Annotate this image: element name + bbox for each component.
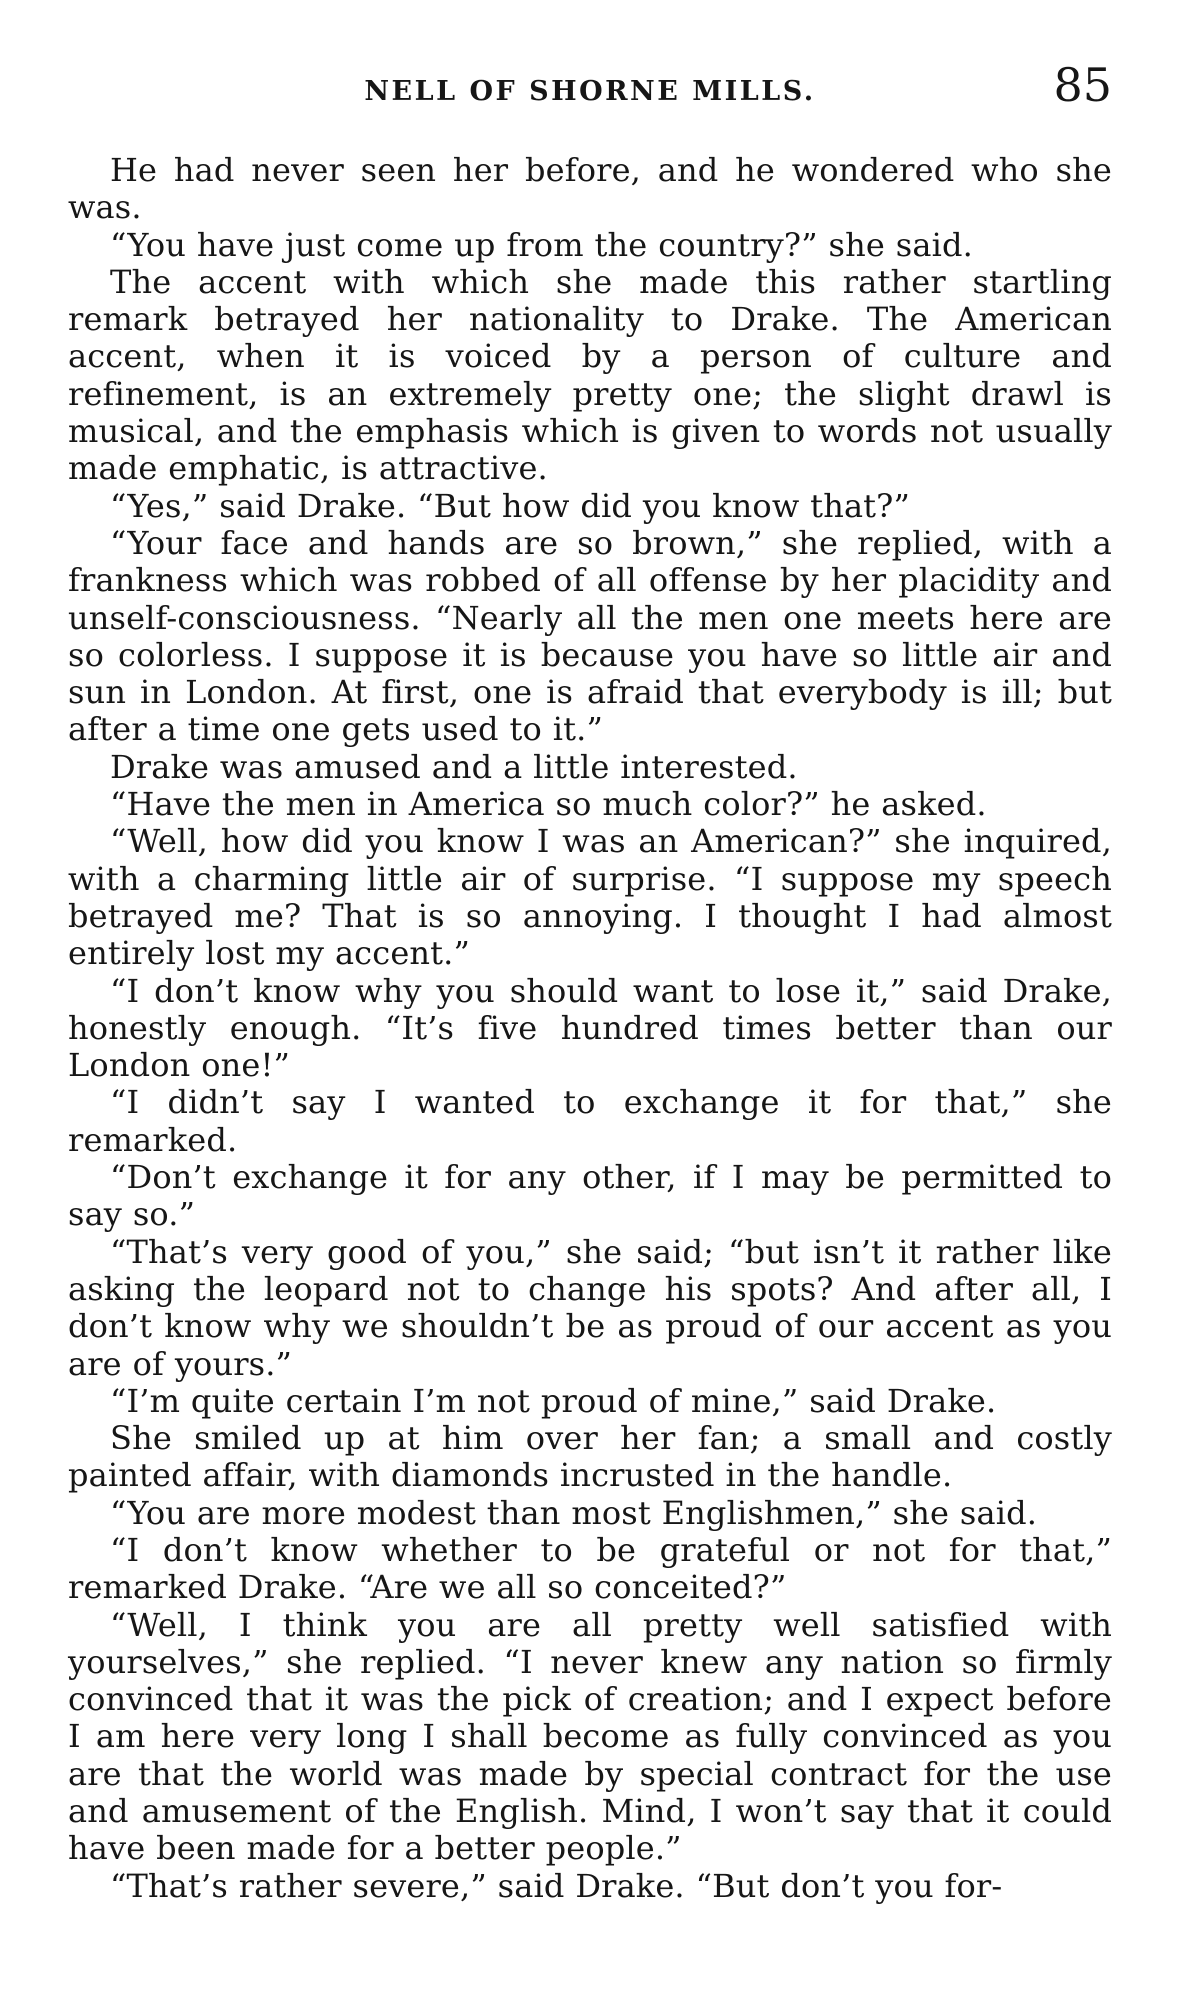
paragraph: “I’m quite certain I’m not proud of mine,” said Drake. [110,1381,997,1420]
paragraph: “That’s rather severe,” said Drake. “But don’t you for- [110,1866,1003,1905]
paragraph: “Well, I think you are all pretty well satisfied with yourselves,” she replied. “I never knew any nation so firmly convinced that it was the pick of creation; and I expect before I am here very long I shall become as fully convinced as you are that the world was made by special contract for the use and amusement of the English. Mind, I won’t say that it could have been made for a better people.” [68,1605,1112,1868]
paragraph: “Have the men in America so much color?” he asked. [110,785,987,824]
paragraph: “Don’t exchange it for any other, if I may be permitted to say so.” [68,1158,1112,1234]
paragraph: “I don’t know whether to be grateful or not for that,” remarked Drake. “Are we all so conceited?” [68,1530,1112,1607]
paragraph: “Well, how did you know I was an American?” she inquired, with a charming little air of surprise. “I suppose my speech betrayed me? That is so annoying. I thought I had almost entirely lost my accent.” [68,822,1112,973]
running-head [68,58,1112,122]
running-title: NELL OF SHORNE MILLS. [364,76,816,107]
paragraph: “That’s very good of you,” she said; “but isn’t it rather like asking the leopard not to change his spots? And after all, I don’t know why we shouldn’t be as proud of our accent as you are of yours.” [68,1232,1112,1383]
page-number: 85 [1053,58,1112,112]
paragraph: “You are more modest than most Englishmen,” she said. [110,1493,1038,1532]
paragraph: She smiled up at him over her fan; a small and costly painted affair, with diamonds incrusted in the handle. [68,1419,1112,1495]
paragraph: “You have just come up from the country?” she said. [110,225,973,264]
body-text [68,152,1112,1905]
paragraph: “I didn’t say I wanted to exchange it for that,” she remarked. [68,1083,1112,1159]
paragraph: “Your face and hands are so brown,” she replied, with a frankness which was robbed of all offense by her placidity and unself-consciousness. “Nearly all the men one meets here are so colorless. I suppose it is because you have so little air and sun in London. At first, one is afraid that everybody is ill; but after a time one gets used to it.” [68,523,1112,749]
book-page [68,58,1112,1905]
paragraph: The accent with which she made this rather startling remark betrayed her nationality to Drake. The American accent, when it is voiced by a person of culture and refinement, is an extremely pretty one; the slight drawl is musical, and the emphasis which is given to words not usually made emphatic, is attractive. [68,262,1112,488]
paragraph: He had never seen her before, and he wondered who she was. [68,151,1112,227]
paragraph: “I don’t know why you should want to lose it,” said Drake, honestly enough. “It’s five hundred times better than our London one!” [68,971,1112,1085]
paragraph: Drake was amused and a little interested. [110,747,798,786]
paragraph: “Yes,” said Drake. “But how did you know that?” [110,486,911,525]
